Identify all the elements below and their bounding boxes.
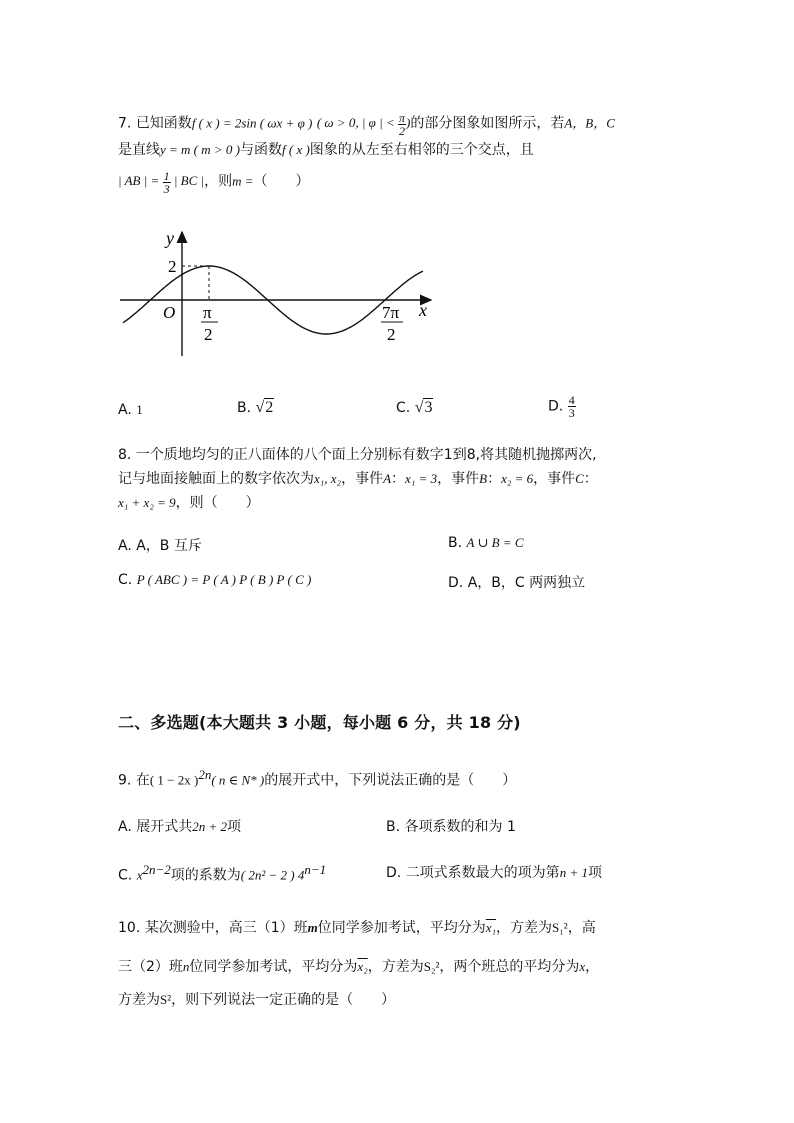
q7-option-c[interactable]: C. √3: [396, 399, 433, 416]
x-tick-7pi-half-num: 7π: [382, 303, 400, 322]
q7-line3: | AB | = $\frac{1}{3}$ | BC |，则m =（ ）: [118, 169, 310, 196]
q10-line3: 方差为S²，则下列说法一定正确的是（ ）: [118, 992, 396, 1008]
q8-line2: 记与地面接触面上的数字依次为x₁, x₂，事件A：x₁ = 3，事件B：x₂ = 6，事件C：: [118, 471, 598, 487]
origin-label: O: [163, 303, 176, 322]
q7-func-ref: f ( x ): [282, 142, 310, 157]
q7-line-equation: y = m ( m > 0 ): [160, 142, 240, 157]
q8-line3: x₁ + x₂ = 9，则（ ）: [118, 495, 260, 511]
q7-option-b[interactable]: B. √2: [237, 399, 274, 416]
q7-text-after: 的部分图象如图所示，若: [410, 115, 565, 132]
q9-option-a[interactable]: A. 展开式共2n + 2项: [118, 819, 242, 835]
q7-ratio-condition: | AB | = $\frac{1}{3}$ | BC |: [118, 169, 205, 196]
section-heading-multiple-choice: 二、多选题(本大题共 3 小题，每小题 6 分，共 18 分): [118, 713, 521, 732]
sqrt-2: √2: [255, 399, 274, 416]
q7-condition: ( ω > 0, | φ | < $\frac{\pi}{2}$ ): [316, 111, 411, 138]
four-thirds-fraction: $\frac{4}{3}$: [568, 393, 575, 420]
pi-over-2-fraction: $\frac{\pi}{2}$: [398, 111, 405, 138]
q8-option-d[interactable]: D. A，B，C 两两独立: [448, 575, 586, 591]
q7-answer-paren: （ ）: [253, 173, 310, 190]
x-tick-7pi-half-den: 2: [387, 325, 396, 344]
q7-formula: f ( x ) = 2sin ( ωx + φ ): [191, 115, 313, 131]
q7-ask: m =: [232, 173, 254, 189]
q7-option-d[interactable]: D. $\frac{4}{3}$: [548, 393, 575, 420]
q8-line1: 8. 一个质地均匀的正八面体的八个面上分别标有数字1到8,将其随机抛掷两次,: [118, 447, 597, 463]
q9-stem: 9. 在( 1 − 2x )$^{2n}$( n ∈ N* )的展开式中，下列说法正确的是（ ）: [118, 767, 517, 789]
q7-line2: 是直线y = m ( m > 0 )与函数f ( x )图象的从左至右相邻的三个交点，且: [118, 142, 534, 158]
q7-line1: [118, 112, 615, 137]
q7-intro: 已知函数: [135, 115, 192, 132]
sqrt-3: √3: [414, 399, 433, 416]
q8-option-a[interactable]: A. A，B 互斥: [118, 538, 202, 554]
x-tick-pi-half-den: 2: [204, 325, 213, 344]
q9-option-c[interactable]: C. $x^{2n-2}$项的系数为( 2n² − 2 ) $4^{n-1}$: [118, 862, 327, 884]
x-tick-pi-half-num: π: [203, 303, 212, 322]
x-axis-label: x: [419, 300, 427, 320]
q7-number: 7.: [118, 115, 132, 132]
y-axis-label: y: [166, 228, 174, 248]
q7-option-a[interactable]: A. 1: [118, 402, 143, 418]
q9-option-d[interactable]: D. 二项式系数最大的项为第n + 1项: [386, 865, 602, 881]
q8-option-b[interactable]: B. A ∪ B = C: [448, 535, 524, 551]
q8-option-c[interactable]: C. P ( ABC ) = P ( A ) P ( B ) P ( C ): [118, 572, 312, 588]
q10-line2: 三（2）班n位同学参加考试，平均分为x₂，方差为S₂²，两个班总的平均分为x，: [118, 959, 600, 975]
q9-option-b[interactable]: B. 各项系数的和为 1: [386, 819, 516, 835]
y-tick-2: 2: [168, 257, 177, 276]
one-third-fraction: $\frac{1}{3}$: [163, 169, 170, 196]
q7-sine-graph: [115, 226, 445, 366]
q10-line1: 10. 某次测验中，高三（1）班m位同学参加考试，平均分为x₁，方差为S₁²，高: [118, 920, 596, 936]
q7-points: A，B，C: [564, 115, 615, 131]
